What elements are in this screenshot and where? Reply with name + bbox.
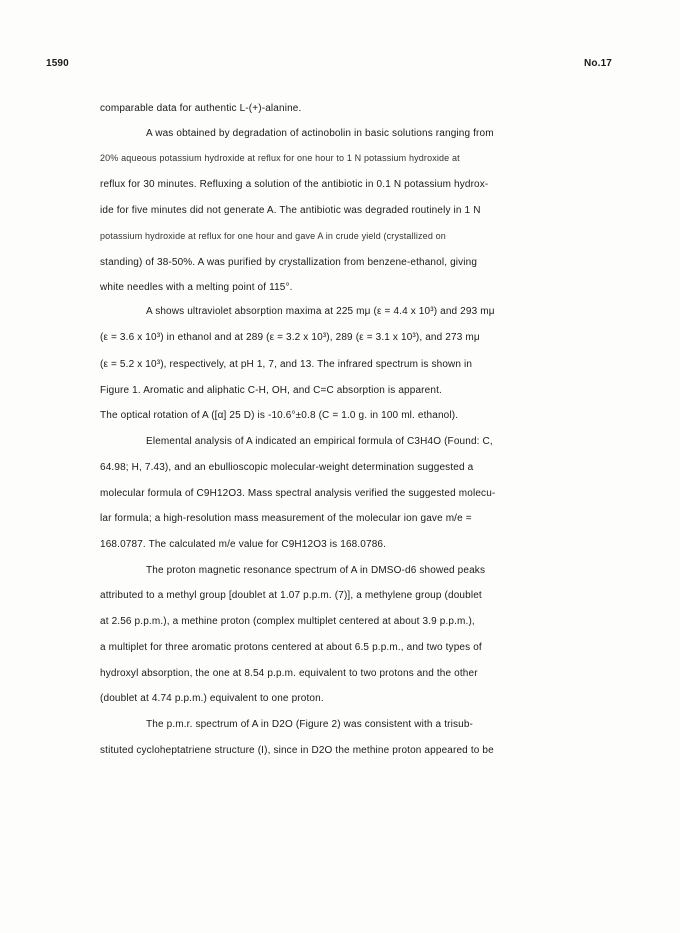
text-line: hydroxyl absorption, the one at 8.54 p.p.m. equivalent to two protons and the other (100, 668, 478, 679)
text-line: (ε = 3.6 x 10³) in ethanol and at 289 (ε = 3.2 x 10³), 289 (ε = 3.1 x 10³), and 273 mμ (100, 332, 480, 343)
text-line: 168.0787. The calculated m/e value for C9H12O3 is 168.0786. (100, 539, 387, 550)
text-line: at 2.56 p.p.m.), a methine proton (complex multiplet centered at about 3.9 p.p.m.), (100, 616, 475, 627)
text-line: Figure 1. Aromatic and aliphatic C-H, OH, and C=C absorption is apparent. (100, 385, 442, 396)
text-line: The proton magnetic resonance spectrum of A in DMSO-d6 showed peaks (146, 565, 486, 576)
text-line: A shows ultraviolet absorption maxima at 225 mμ (ε = 4.4 x 10³) and 293 mμ (146, 306, 495, 317)
text-line: The optical rotation of A ([α] 25 D) is -10.6°±0.8 (C = 1.0 g. in 100 ml. ethanol). (100, 410, 459, 421)
text-line: (ε = 5.2 x 10³), respectively, at pH 1, 7, and 13. The infrared spectrum is shown in (100, 359, 473, 370)
text-line: molecular formula of C9H12O3. Mass spectral analysis verified the suggested molecu- (100, 488, 496, 499)
text-line: lar formula; a high-resolution mass measurement of the molecular ion gave m/e = (100, 513, 472, 524)
text-line: standing) of 38-50%. A was purified by crystallization from benzene-ethanol, giving (100, 257, 478, 268)
text-line: white needles with a melting point of 115°. (100, 282, 293, 293)
page-number: 1590 (46, 58, 69, 69)
text-line: (doublet at 4.74 p.p.m.) equivalent to one proton. (100, 693, 324, 704)
text-line: potassium hydroxide at reflux for one hour and gave A in crude yield (crystallized on (100, 231, 446, 241)
text-line: ide for five minutes did not generate A. The antibiotic was degraded routinely in 1 N (100, 205, 481, 216)
text-line: Elemental analysis of A indicated an empirical formula of C3H4O (Found: C, (146, 436, 493, 447)
text-line: The p.m.r. spectrum of A in D2O (Figure 2) was consistent with a trisub- (146, 719, 474, 730)
text-line: 20% aqueous potassium hydroxide at reflux for one hour to 1 N potassium hydroxide at (100, 153, 460, 163)
text-line: reflux for 30 minutes. Refluxing a solution of the antibiotic in 0.1 N potassium hydrox- (100, 179, 489, 190)
text-line: a multiplet for three aromatic protons centered at about 6.5 p.p.m., and two types of (100, 642, 482, 653)
text-line: 64.98; H, 7.43), and an ebullioscopic molecular-weight determination suggested a (100, 462, 474, 473)
text-line: attributed to a methyl group [doublet at 1.07 p.p.m. (7)], a methylene group (doublet (100, 590, 482, 601)
text-line: A was obtained by degradation of actinobolin in basic solutions ranging from (146, 128, 494, 139)
text-line: comparable data for authentic L-(+)-alanine. (100, 103, 302, 114)
text-line: stituted cycloheptatriene structure (I), since in D2O the methine proton appeared to be (100, 745, 494, 756)
issue-number: No.17 (584, 58, 612, 69)
